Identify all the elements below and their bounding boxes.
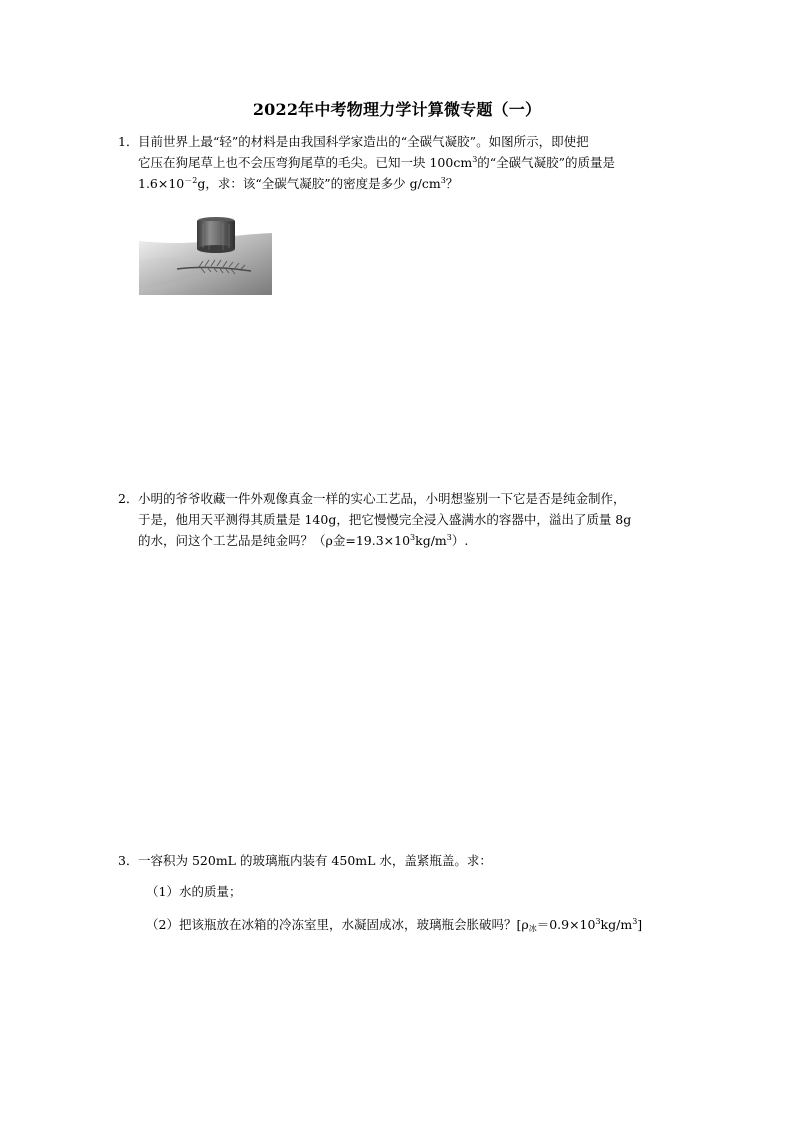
question-1: [118, 131, 678, 194]
question-number: 3．: [118, 853, 139, 868]
superscript: 3: [595, 917, 601, 926]
superscript: 3: [440, 176, 446, 185]
page-title: 2022年中考物理力学计算微专题（一）: [252, 100, 542, 119]
question-text: kg/m: [415, 533, 447, 548]
question-text: 小明的爷爷收藏一件外观像真金一样的实心工艺品，小明想鉴别一下它是否是纯金制作，: [138, 491, 626, 506]
question-text: g，求：该“全碳气凝胶”的密度是多少 g/cm: [197, 176, 441, 191]
superscript: 3: [446, 533, 452, 542]
question-number: 2．: [118, 491, 139, 506]
question-text: 的水，问这个工艺品是纯金吗？（ρ金=19.3×10: [138, 533, 411, 548]
superscript: －2: [184, 176, 198, 185]
superscript: 3: [410, 533, 416, 542]
question-number: 1．: [118, 134, 139, 149]
aerogel-photo: [139, 211, 272, 295]
question-text: 1.6×10: [138, 176, 185, 191]
question-text: 于是，他用天平测得其质量是 140g，把它慢慢完全浸入盛满水的容器中，溢出了质量 8g: [138, 512, 632, 527]
subscript: 冰: [528, 924, 537, 933]
superscript: 3: [472, 155, 478, 164]
question-3-part-2: （2）把该瓶放在冰箱的冷冻室里，水凝固成冰，玻璃瓶会胀破吗？$[\rho_冰=0.9\times 10^3kg/m^3]$: [146, 917, 643, 933]
question-text: 的“全碳气凝胶”的质量是: [477, 155, 616, 170]
question-text: 一容积为 520mL 的玻璃瓶内装有 450mL 水，盖紧瓶盖。求：: [138, 853, 492, 868]
question-3: [118, 850, 678, 871]
question-text: ？: [445, 176, 459, 191]
question-text: 目前世界上最“轻”的材料是由我国科学家造出的“全碳气凝胶”。如图所示，即使把: [138, 134, 589, 149]
question-text: 它压在狗尾草上也不会压弯狗尾草的毛尖。已知一块 100cm: [138, 155, 473, 170]
question-2: [118, 488, 678, 551]
question-text: ）.: [451, 533, 469, 548]
superscript: 3: [632, 917, 638, 926]
question-3-part-1: （1）水的质量；: [146, 884, 242, 899]
